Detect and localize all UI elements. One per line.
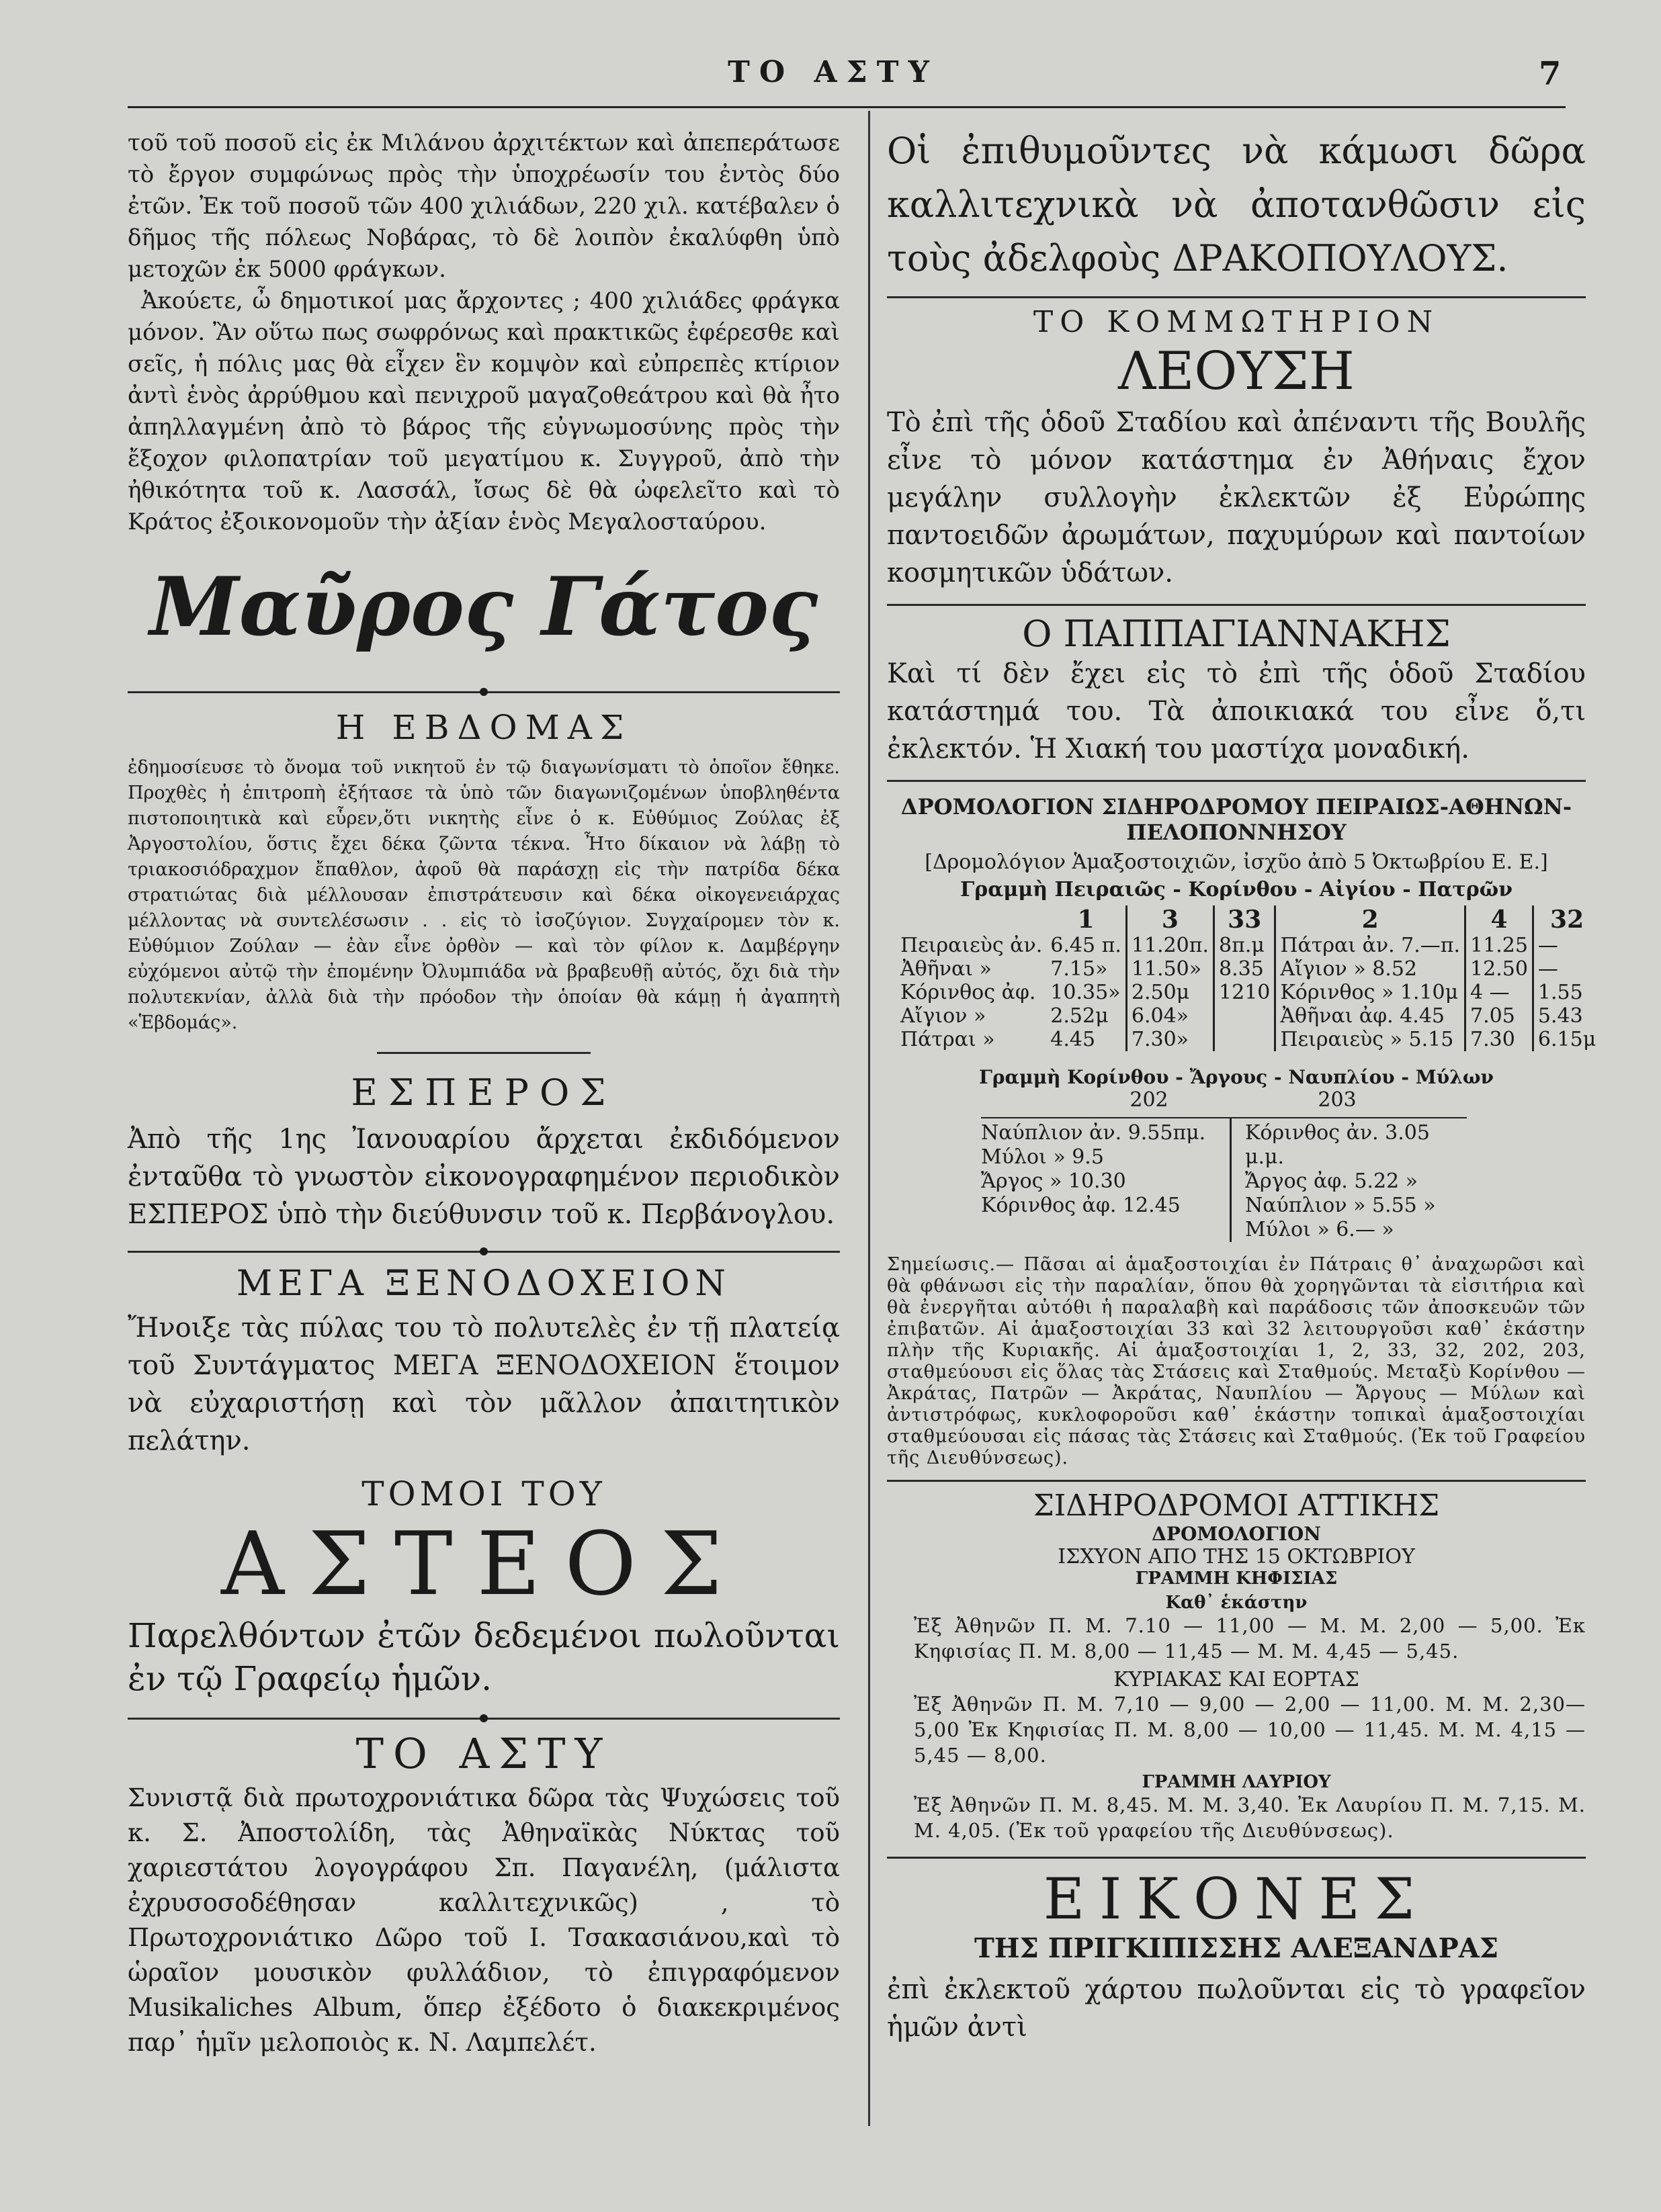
timetable-row: Κόρινθος ἀφ. 10.35» 2.50μ 1210 Κόρινθος » 1.10μ 4 — 1.55 bbox=[896, 981, 1600, 1004]
lavrio-schedule: Ἐξ Ἀθηνῶν Π. Μ. 8,45. Μ. Μ. 3,40. Ἐκ Λαυρίου Π. Μ. 7,15. Μ. Μ. 4,05. (Ἐκ τοῦ γραφείου τῆς Διευθύνσεως). bbox=[914, 1794, 1586, 1842]
lavrio-line: ΓΡΑΜΜΗ ΛΑΥΡΙΟΥ bbox=[1142, 1772, 1331, 1792]
running-title: ΤΟ ΑΣΤΥ bbox=[728, 55, 939, 89]
kommotirion-text: Τὸ ἐπὶ τῆς ὁδοῦ Σταδίου καὶ ἀπέναντι τῆς Βουλῆς εἶνε τὸ μόνον κατάστημα ἐν Ἀθήναις ἔχον μεγάλην συλλογὴν ἐκλεκτῶν ἐξ Εὐρώπης παντοειδῶν ἀρωμάτων, παχυμύρων καὶ παντοίων κοσμητικῶν ὑδάτων. bbox=[887, 407, 1586, 588]
section-rule bbox=[128, 691, 840, 693]
train-head: 33 bbox=[1214, 905, 1275, 934]
section-rule bbox=[128, 1251, 840, 1253]
leousi-title: ΛΕΟΥΣΗ bbox=[1118, 341, 1355, 402]
daily-label: Καθ᾽ ἑκάστην bbox=[1165, 1593, 1308, 1613]
timetable-row: Πειραιεὺς ἀν. 6.45 π. 11.20π. 8π.μ Πάτραι ἀν. 7.—π. 11.25 — bbox=[896, 934, 1600, 957]
attiki-sub: ΔΡΟΜΟΛΟΓΙΟΝ bbox=[1152, 1523, 1321, 1545]
drakopoulos-ad: Οἱ ἐπιθυμοῦντες νὰ κάμωσι δῶρα καλλιτεχνικὰ νὰ ἀποτανθῶσιν εἰς τοὺς ἀδελφοὺς ΔΡΑΚΟΠΟΥΛΟΥΣ. bbox=[887, 130, 1586, 279]
header-rule bbox=[128, 106, 1566, 108]
line2-right: Κόρινθος ἀν. 3.05 μ.μ. Ἄργος ἀφ. 5.22 » Ναύπλιον » 5.55 » Μύλοι » 6.— » bbox=[1230, 1117, 1467, 1242]
train-head: 3 bbox=[1126, 905, 1213, 934]
asty-title: ΤΟ ΑΣΤΥ bbox=[355, 1729, 612, 1778]
line1-title: Γραμμὴ Πειραιῶς - Κορίνθου - Αἰγίου - Πατρῶν bbox=[960, 878, 1513, 901]
eikones-text: ἐπὶ ἐκλεκτοῦ χάρτου πωλοῦνται εἰς τὸ γραφεῖον ἡμῶν ἀντὶ bbox=[887, 1974, 1586, 2043]
kommotirion-title: ΤΟ ΚΟΜΜΩΤΗΡΙΟΝ bbox=[1033, 305, 1440, 339]
timetable-title: ΔΡΟΜΟΛΟΓΙΟΝ ΣΙΔΗΡΟΔΡΟΜΟΥ ΠΕΙΡΑΙΩΣ-ΑΘΗΝΩΝ-ΠΕΛΟΠΟΝΝΗΣΟΥ bbox=[900, 794, 1572, 845]
train-head: 202 bbox=[1130, 1088, 1168, 1112]
evdomas-title: Η ΕΒΔΟΜΑΣ bbox=[335, 708, 632, 747]
eikones-sub: ΤΗΣ ΠΡΙΓΚΙΠΙΣΣΗΣ ΑΛΕΞΑΝΔΡΑΣ bbox=[974, 1933, 1498, 1964]
timetable-line1 bbox=[896, 905, 1600, 1051]
page-number: 7 bbox=[1539, 55, 1562, 93]
hotel-title: ΜΕΓΑ ΞΕΝΟΔΟΧΕΙΟΝ bbox=[237, 1264, 731, 1304]
esperos-title: ΕΣΠΕΡΟΣ bbox=[351, 1071, 617, 1114]
right-column bbox=[887, 124, 1596, 2046]
signature: Μαῦρος Γάτος bbox=[149, 560, 818, 654]
sunday-schedule: Ἐξ Ἀθηνῶν Π. Μ. 7,10 — 9,00 — 2,00 — 11,00. Μ. Μ. 2,30—5,00 Ἐκ Κηφισίας Π. Μ. 8,00 — 10,00 — 11,45. Μ. Μ. 4,15 — 5,45 — 8,00. bbox=[914, 1693, 1586, 1767]
kifisia-line: ΓΡΑΜΜΗ ΚΗΦΙΣΙΑΣ bbox=[1135, 1568, 1338, 1589]
timetable-row: Ἀθῆναι » 7.15» 11.50» 8.35 Αἴγιον » 8.52 12.50 — bbox=[896, 957, 1600, 981]
timetable-row: Πάτραι » 4.45 7.30» Πειραιεὺς » 5.15 7.30 6.15μ bbox=[896, 1028, 1600, 1051]
section-rule bbox=[887, 1480, 1586, 1482]
hotel-text: Ἤνοιξε τὰς πύλας του τὸ πολυτελὲς ἐν τῇ πλατείᾳ τοῦ Συντάγματος ΜΕΓΑ ΞΕΝΟΔΟΧΕΙΟΝ ἕτοιμον νὰ εὐχαριστήσῃ καὶ τὸν μᾶλλον ἀπαιτητικὸν πελάτην. bbox=[128, 1313, 840, 1456]
section-rule bbox=[887, 604, 1586, 606]
eikones-title: ΕΙΚΟΝΕΣ bbox=[1043, 1866, 1430, 1932]
section-rule bbox=[887, 296, 1586, 298]
pappagiannakis-text: Καὶ τί δὲν ἔχει εἰς τὸ ἐπὶ τῆς ὁδοῦ Σταδίου κατάστημά του. Τὰ ἀποικιακά του εἶνε ὅ,τι ἐκλεκτόν. Ἡ Χιακή του μαστίχα μοναδική. bbox=[887, 658, 1586, 764]
attiki-title: ΣΙΔΗΡΟΔΡΟΜΟΙ ΑΤΤΙΚΗΣ bbox=[1033, 1489, 1440, 1523]
esperos-text: Ἀπὸ τῆς 1ης Ἰανουαρίου ἄρχεται ἐκδιδόμενον ἐνταῦθα τὸ γνωστὸν εἰκονογραφημένον περιοδικὸν ΕΣΠΕΡΟΣ ὑπὸ τὴν διεύθυνσιν τοῦ κ. Περβάνογλου. bbox=[128, 1124, 840, 1230]
line2-heads bbox=[1055, 1088, 1431, 1112]
line2-title: Γραμμὴ Κορίνθου - Ἄργους - Ναυπλίου - Μύλων bbox=[979, 1066, 1494, 1088]
asty-text: Συνιστᾷ διὰ πρωτοχρονιάτικα δῶρα τὰς Ψυχώσεις τοῦ κ. Σ. Ἀποστολίδη, τὰς Ἀθηναϊκὰς Νύκτας τοῦ χαριεστάτου λογογράφου Σπ. Παγανέλη, (μάλιστα ἐχρυσοσοδέθησαν καλλιτεχνικῶς) , τὸ Πρωτοχρονιάτικο Δῶρο τοῦ Ι. Τσακασιάνου,καὶ τὸ ὡραῖον μουσικὸν φυλλάδιον, τὸ ἐπιγραφόμενον Musikaliches Album, ὅπερ ἐξέδοτο ὁ διακεκριμένος παρ᾽ ἡμῖν μελοποιὸς κ. Ν. Λαμπελέτ. bbox=[128, 1783, 840, 2057]
timetable-note: Σημείωσις.— Πᾶσαι αἱ ἁμαξοστοιχίαι ἐν Πάτραις θ᾽ ἀναχωρῶσι καὶ θὰ φθάνωσι εἰς τὴν παραλίαν, ὅπου θὰ χορηγῶνται τὰ εἰσιτήρια καὶ θὰ ἐνεργῆται αὐτόθι ἡ παραλαβὴ καὶ παράδοσις τῶν ἀποσκευῶν τῶν ἐπιβατῶν. Αἱ ἁμαξοστοιχίαι 33 καὶ 32 λειτουργοῦσι καθ᾽ ἑκάστην πλὴν τῆς Κυριακῆς. Αἱ ἁμαξοστοιχίαι 1, 2, 33, 32, 202, 203, σταθμεύουσι εἰς ὅλας τὰς Στάσεις καὶ Σταθμούς. Μεταξὺ Κορίνθου — Ἀκράτας, Πατρῶν — Ἀκράτας, Ναυπλίου — Ἄργους — Μύλων καὶ ἀντιστρόφως, κυκλοφοροῦσι καθ᾽ ἑκάστην τοπικαὶ ἁμαξοστοιχίαι σταθμεύουσαι εἰς πάσας τὰς Στάσεις καὶ Σταθμούς. (Ἐκ τοῦ Γραφείου τῆς Διευθύνσεως). bbox=[887, 1254, 1586, 1468]
left-column bbox=[128, 128, 840, 2060]
timetable-line2 bbox=[981, 1117, 1586, 1242]
section-rule bbox=[887, 1857, 1586, 1859]
short-rule bbox=[377, 1052, 591, 1054]
sunday-label: ΚΥΡΙΑΚΑΣ ΚΑΙ ΕΟΡΤΑΣ bbox=[1113, 1668, 1359, 1691]
daily-schedule: Ἐξ Ἀθηνῶν Π. Μ. 7.10 — 11,00 — Μ. Μ. 2,00 — 5,00. Ἐκ Κηφισίας Π. Μ. 8,00 — 11,45 — Μ. Μ. 4,45 — 5,45. bbox=[914, 1614, 1586, 1663]
asteos-title: ΑΣΤΕΟΣ bbox=[221, 1513, 747, 1615]
intro-paragraph-1: τοῦ τοῦ ποσοῦ εἰς ἐκ Μιλάνου ἀρχιτέκτων καὶ ἀπεπεράτωσε τὸ ἔργον συμφώνως πρὸς τὴν ὑποχρέωσίν του ἐντὸς δύο ἐτῶν. Ἐκ τοῦ ποσοῦ τῶν 400 χιλιάδων, 220 χιλ. κατέβαλεν ὁ δῆμος τῆς πόλεως Νοβάρας, τὸ δὲ λοιπὸν ἐκαλύφθη ὑπὸ μετοχῶν ἐκ 5000 φράγκων. bbox=[128, 130, 840, 283]
train-head: 32 bbox=[1533, 905, 1600, 934]
evdomas-text: ἐδημοσίευσε τὸ ὄνομα τοῦ νικητοῦ ἐν τῷ διαγωνίσματι τὸ ὁποῖον ἔθηκε. Προχθὲς ἡ ἐπιτροπὴ ἐξήτασε τὰ ὑπὸ τῶν διαγωνιζομένων ὑποβληθέντα πιστοποιητικὰ καὶ εὗρεν,ὅτι νικητὴς εἶνε ὁ κ. Εὐθύμιος Ζούλας ἐξ Ἀργοστολίου, ὅστις ἔχει δέκα ζῶντα τέκνα. Ἦτο δίκαιον νὰ λάβῃ τὸ τριακοσιόδραχμον ἔπαθλον, ἀφοῦ θὰ παράσχῃ εἰς τὴν πατρίδα δέκα στρατιώτας διὰ μέλλουσαν ἐπιστράτευσιν καὶ δέκα οἰκογενειάρχας μέλλοντας νὰ συντελέσωσιν . . εἰς τὸ ἰσοζύγιον. Συγχαίρομεν τὸν κ. Εὐθύμιον Ζούλαν — ἐὰν εἶνε ὀρθὸν — καὶ τὸν φίλον κ. Δαμβέργην εὐχόμενοι αὐτῷ τὴν ἐπομένην Ὀλυμπιάδα νὰ βραβευθῇ αὐτός, ὄχι διὰ τὴν πολυτεκνίαν, ἀλλὰ διὰ τὴν πρόοδον τὴν ὁποίαν θὰ κάμῃ ἡ ἀγαπητὴ «Ἑβδομάς». bbox=[128, 757, 840, 1033]
train-head: 4 bbox=[1465, 905, 1533, 934]
timetable-subtitle: [Δρομολόγιον Ἁμαξοστοιχιῶν, ἰσχῦο ἀπὸ 5 Ὀκτωβρίου Ε. Ε.] bbox=[925, 850, 1548, 874]
pappagiannakis-title: Ο ΠΑΠΠΑΓΙΑΝΝΑΚΗΣ bbox=[1022, 613, 1451, 655]
tomoi-text: Παρελθόντων ἐτῶν δεδεμένοι πωλοῦνται ἐν τῷ Γραφείῳ ἡμῶν. bbox=[128, 1616, 840, 1698]
section-rule bbox=[887, 780, 1586, 782]
intro-paragraph-2: Ἀκούετε, ὦ δημοτικοί μας ἄρχοντες ; 400 χιλιάδες φράγκα μόνον. Ἂν οὕτω πως σωφρόνως καὶ πρακτικῶς ἐφέρεσθε καὶ σεῖς, ἡ πόλις μας θὰ εἶχεν ἓν κομψὸν καὶ εὐπρεπὲς κτίριον ἀντὶ ἑνὸς ἀρρύθμου καὶ πενιχροῦ μαγαζοθεάτρου καὶ θὰ ἦτο ἀπηλλαγμένη ἀπὸ τὸ βάρος τῆς εὐγνωμοσύνης πρὸς τὴν ἔξοχον φιλοπατρίαν τοῦ μεγατίμου κ. Συγγροῦ, ἀπὸ τὴν ἠθικότητα τοῦ κ. Λασσάλ, ἴσως δὲ θὰ ὠφελεῖτο καὶ τὸ Κράτος ἐξοικονομοῦν τὴν ἀξίαν ἑνὸς Μεγαλοσταύρου. bbox=[128, 287, 840, 535]
timetable-row: Αἴγιον » 2.52μ 6.04» Ἀθῆναι ἀφ. 4.45 7.05 5.43 bbox=[896, 1004, 1600, 1028]
tomoi-title: ΤΟΜΟΙ ΤΟΥ bbox=[361, 1474, 606, 1513]
attiki-valid: ΙΣΧΥΟΝ ΑΠΟ ΤΗΣ 15 ΟΚΤΩΒΡΙΟΥ bbox=[1058, 1545, 1415, 1568]
train-head: 2 bbox=[1275, 905, 1465, 934]
line2-left: Ναύπλιον ἀν. 9.55πμ. Μύλοι » 9.5 Ἄργος » 10.30 Κόρινθος ἀφ. 12.45 bbox=[981, 1117, 1230, 1242]
column-divider bbox=[868, 111, 870, 2126]
train-head: 1 bbox=[1077, 905, 1095, 934]
train-head: 203 bbox=[1318, 1088, 1357, 1112]
section-rule bbox=[128, 1718, 840, 1720]
